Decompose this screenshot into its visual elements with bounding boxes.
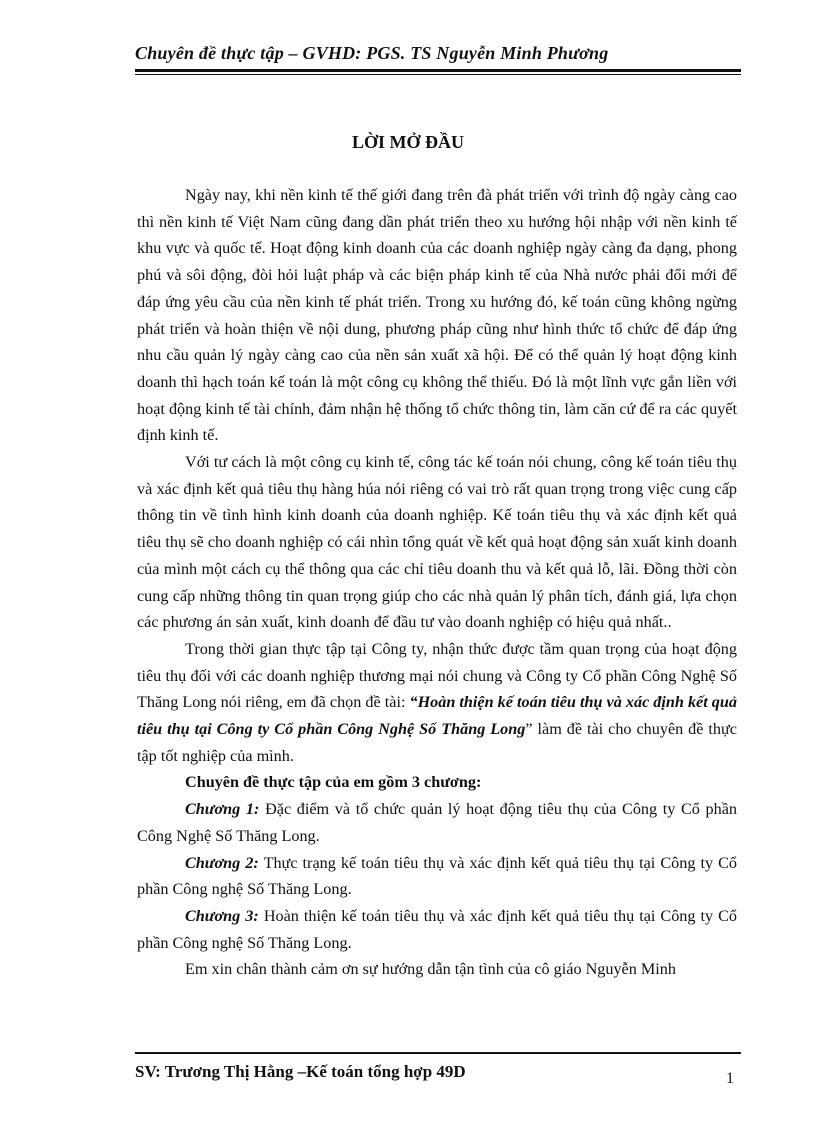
chapter-3-label: Chương 3: xyxy=(185,906,259,925)
chapter-3-text: Hoàn thiện kế toán tiêu thụ và xác định kết quả tiêu thụ tại Công ty Cổ phần Công nghệ Số Thăng Long. xyxy=(137,906,738,952)
document-body xyxy=(137,182,737,983)
chapter-1-label: Chương 1: xyxy=(185,800,260,819)
header-text: Chuyên đề thực tập – GVHD: PGS. TS Nguyễn Minh Phương xyxy=(135,43,609,63)
chapter-3 xyxy=(137,903,737,956)
page-footer xyxy=(135,1052,741,1087)
page-title: LỜI MỞ ĐẦU xyxy=(352,132,464,152)
page-number: 1 xyxy=(726,1070,734,1087)
header-rule-thin xyxy=(135,74,741,75)
paragraph-last: Em xin chân thành cảm ơn sự hướng dẫn tận tình của cô giáo Nguyễn Minh xyxy=(185,960,676,979)
chapters-intro: Chuyên đề thực tập của em gồm 3 chương: xyxy=(185,773,482,792)
paragraph-3 xyxy=(137,636,737,770)
topic-title: “Hoàn thiện kế toán tiêu thụ và xác định kết quả tiêu thụ tại Công ty Cổ phần Công Nghệ Số Thăng Long xyxy=(137,693,737,739)
header-rule-thick xyxy=(135,69,741,72)
paragraph-3-before: Trong thời gian thực tập tại Công ty, nhận thức được tầm quan trọng của hoạt động tiêu thụ đối với các doanh nghiệp thương mại nói chung và Công ty Cổ phần Công Nghệ Số Thăng Long nói riêng, em đã chọn đề tài: xyxy=(137,639,737,712)
chapter-1-text: Đặc điểm và tổ chức quản lý hoạt động tiêu thụ của Công ty Cổ phần Công Nghệ Số Thăng Long. xyxy=(137,800,737,845)
footer-rule xyxy=(135,1052,741,1054)
paragraph-1: Ngày nay, khi nền kinh tế thế giới đang trên đà phát triển với trình độ ngày càng cao thì nền kinh tế Việt Nam cũng đang dần phát triển theo xu hướng hội nhập với nền kinh tế khu vực và quốc tế. Hoạt động kinh doanh của các doanh nghiệp ngày càng đa dạng, phong phú và sôi động, đòi hỏi luật pháp và các biện pháp kinh tế của Nhà nước phải đổi mới để đáp ứng yêu cầu của nền kinh tế phát triển. Trong xu hướng đó, kế toán cũng không ngừng phát triển và hoàn thiện về nội dung, phương pháp cũng như hình thức tổ chức để đáp ứng nhu cầu quản lý ngày càng cao của nền sản xuất xã hội. Để có thể quản lý hoạt động kinh doanh thì hạch toán kế toán là một công cụ không thể thiếu. Đó là một lĩnh vực gắn liền với hoạt động kinh tế tài chính, đảm nhận hệ thống tổ chức thông tin, làm căn cứ để ra các quyết định kinh tế. xyxy=(137,186,737,445)
paragraph-2: Với tư cách là một công cụ kinh tế, công tác kế toán nói chung, công kế toán tiêu thụ và xác định kết quả tiêu thụ hàng húa nói riêng có vai trò rất quan trọng trong việc cung cấp thông tin về tình hình kinh doanh của doanh nghiệp. Kế toán tiêu thụ và xác định kết quả tiêu thụ sẽ cho doanh nghiệp có cái nhìn tổng quát về kết quả hoạt động sản xuất kinh doanh của mình một cách cụ thể thông qua các chỉ tiêu doanh thu và kết quả lỗ, lãi. Đồng thời còn cung cấp những thông tin quan trọng giúp cho các nhà quản lý phân tích, đánh giá, lựa chọn các phương án sản xuất, kinh doanh để đầu tư vào doanh nghiệp có hiệu quả nhất.. xyxy=(137,453,737,632)
chapter-1 xyxy=(137,796,737,849)
chapter-2-text: Thực trạng kế toán tiêu thụ và xác định kết quả tiêu thụ tại Công ty Cổ phần Công nghệ Số Thăng Long. xyxy=(137,853,737,899)
chapter-2 xyxy=(137,850,737,903)
paragraph-3-after: ” làm đề tài cho chuyên đề thực tập tốt nghiệp của mình. xyxy=(137,720,737,765)
chapter-2-label: Chương 2: xyxy=(185,853,259,872)
page-header xyxy=(135,43,741,75)
footer-text: SV: Trương Thị Hằng –Kế toán tổng hợp 49D xyxy=(135,1062,466,1081)
